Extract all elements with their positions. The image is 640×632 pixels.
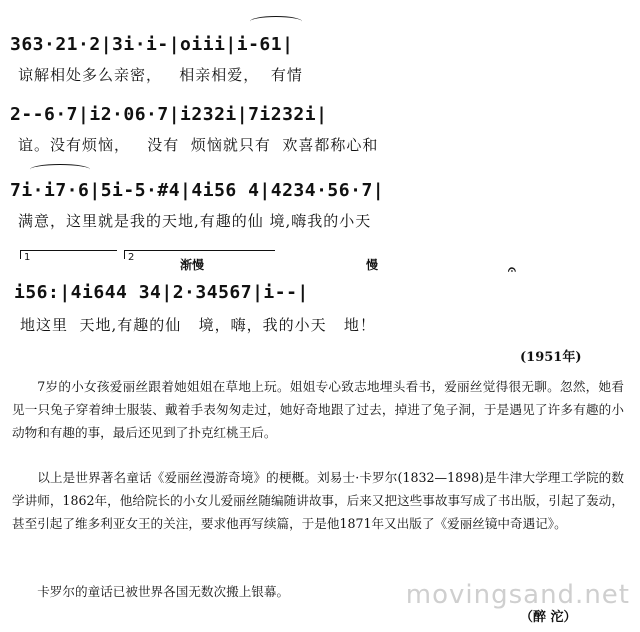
score-lyrics-2: 谊。没有烦恼， 没有 烦恼就只有 欢喜都称心和: [18, 136, 379, 154]
tempo-mark-ritardando: 渐慢: [180, 258, 205, 272]
volta-label-1: 1: [24, 252, 31, 263]
volta-label-2: 2: [128, 252, 135, 263]
score-lyrics-3: 满意，这里就是我的天地,有趣的仙 境,嗨我的小天: [18, 212, 372, 230]
score-notes-1: 363·21·2|3i·i-|oiii|i-61|: [10, 34, 294, 55]
score-lyrics-4: 地这里 天地,有趣的仙 境，嗨，我的小天 地！: [20, 316, 376, 334]
author-signature: （醉 沱）: [520, 610, 577, 625]
score-notes-2: 2--6·7|i2·06·7|i232i|7i232i|: [10, 104, 328, 125]
article-paragraph-1: 7岁的小女孩爱丽丝跟着她姐姐在草地上玩。姐姐专心致志地埋头看书，爱丽丝觉得很无聊。忽然，她看见一只兔子穿着绅士服装、戴着手表匆匆走过，她好奇地跟了过去，掉进了兔子洞，于是遇见了许多有趣的小动物和有趣的事，最后还见到了扑克红桃王后。: [12, 379, 624, 440]
score-notes-3: 7i·i7·6|5i-5·#4|4i56 4|4234·56·7|: [10, 180, 385, 201]
watermark: movingsand.net: [405, 580, 630, 610]
score-lyrics-1: 谅解相处多么亲密， 相亲相爱， 有情: [18, 66, 303, 84]
tie-mark: [250, 16, 302, 27]
score-notes-4: i56:|4i644 34|2·34567|i--|: [14, 282, 309, 303]
tie-mark: [30, 164, 90, 175]
volta-bracket-1: [20, 250, 117, 259]
article-paragraph-3: 卡罗尔的童话已被世界各国无数次搬上银幕。: [37, 584, 290, 599]
composition-year: (1951年): [520, 350, 582, 365]
article-paragraph-2: 以上是世界著名童话《爱丽丝漫游奇境》的梗概。刘易士·卡罗尔(1832—1898)是牛津大学理工学院的数学讲师，1862年，他给院长的小女儿爱丽丝随编随讲故事，后来又把这些事故事写成了书出版，引起了轰动，甚至引起了维多利亚女王的关注，要求他再写续篇，于是他1871年又出版了《爱丽丝镜中奇遇记》。: [12, 470, 624, 531]
tempo-mark-slow: 慢: [366, 258, 379, 272]
fermata-icon: 𝄐: [508, 262, 516, 278]
